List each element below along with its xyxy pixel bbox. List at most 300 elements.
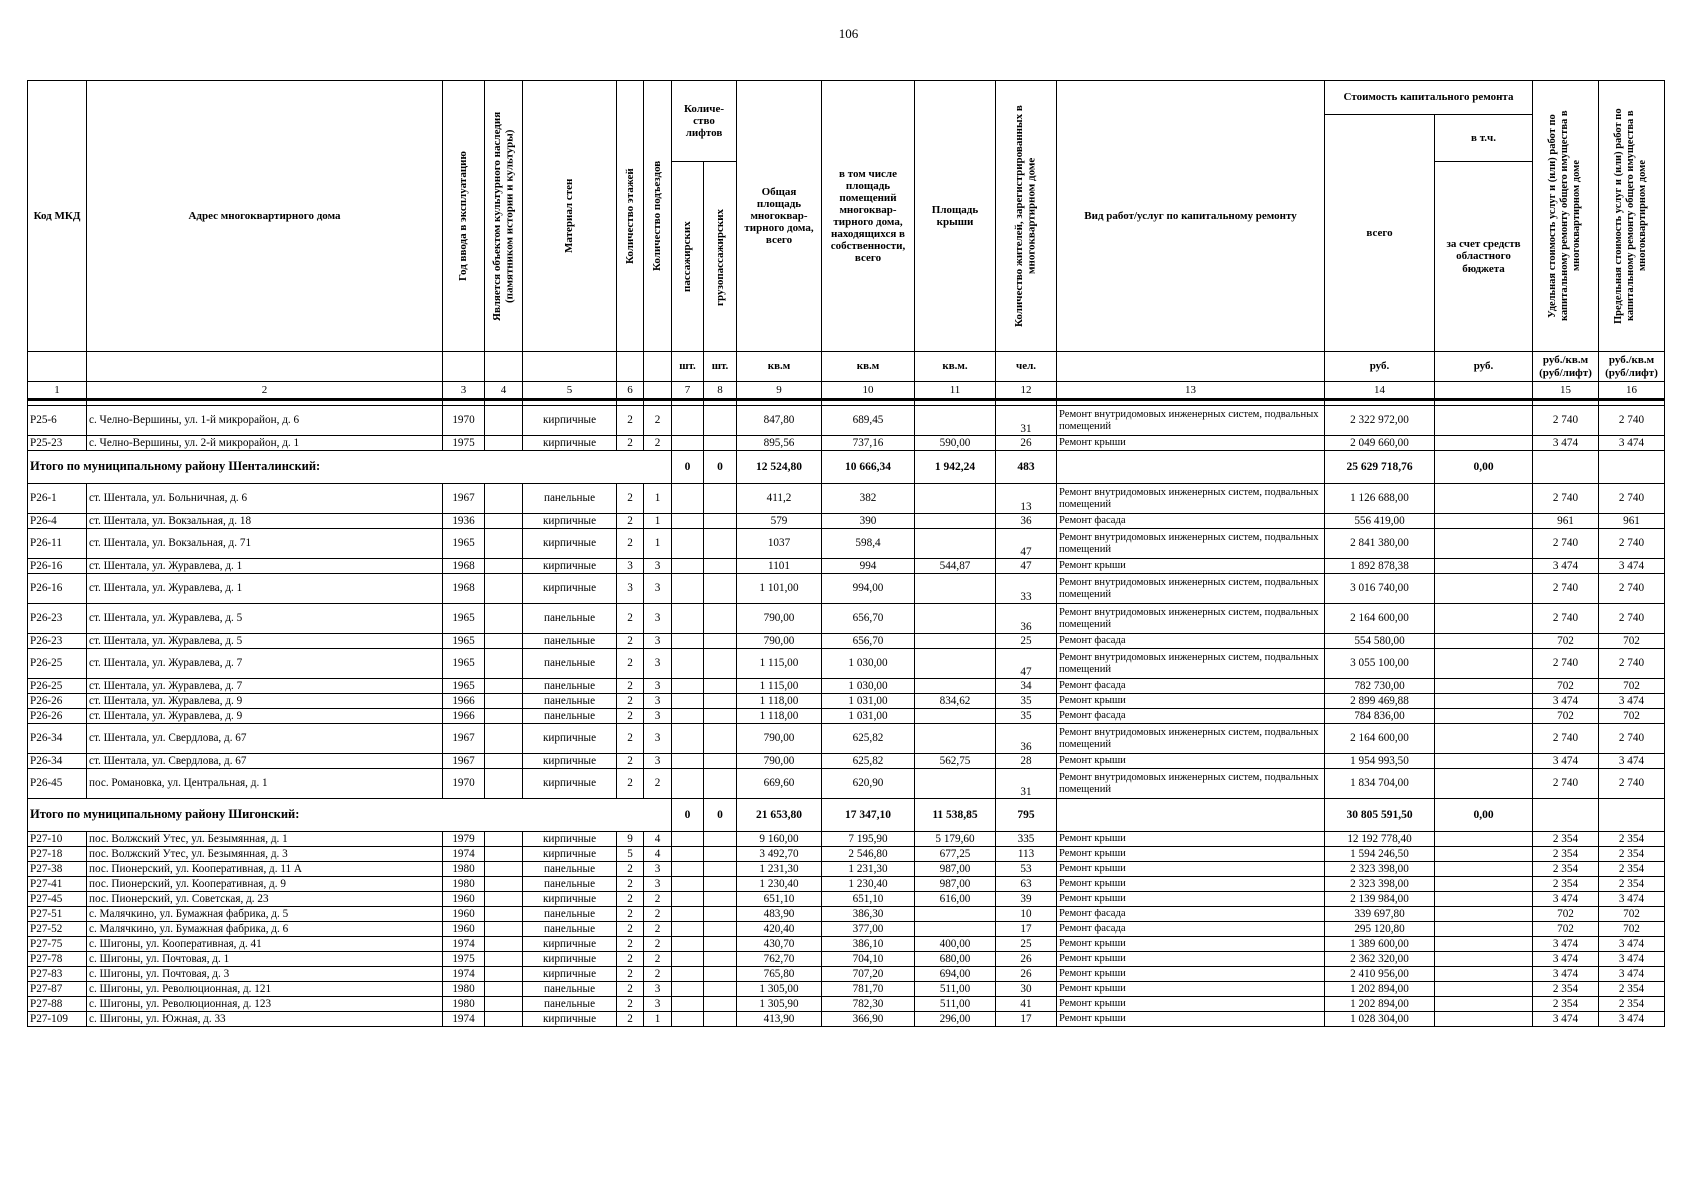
area-total-cell: 765,80 (737, 967, 822, 982)
residents-cell: 13 (996, 484, 1057, 514)
unit-rub: руб. (1435, 352, 1533, 382)
cost-regional-cell (1435, 937, 1533, 952)
total-work-empty (1057, 451, 1325, 484)
lifts-cargo-cell (704, 769, 737, 799)
lifts-cargo-cell (704, 604, 737, 634)
cost-total-cell: 3 016 740,00 (1325, 574, 1435, 604)
roof-area-cell: 400,00 (915, 937, 996, 952)
unit-cost-cell: 961 (1533, 514, 1599, 529)
residents-cell: 41 (996, 997, 1057, 1012)
capital-repair-table (27, 80, 1665, 1027)
unit-cost-cell: 2 740 (1533, 724, 1599, 754)
table-row (28, 922, 1665, 937)
kod-cell: Р26-26 (28, 694, 87, 709)
area-owned-cell: 386,10 (822, 937, 915, 952)
area-total-cell: 3 492,70 (737, 847, 822, 862)
area-total-cell: 1 115,00 (737, 649, 822, 679)
entrances-cell: 3 (644, 754, 672, 769)
floors-cell: 2 (617, 529, 644, 559)
floors-cell: 2 (617, 937, 644, 952)
entrances-cell: 2 (644, 406, 672, 436)
total-limit-empty (1599, 799, 1665, 832)
work-type-cell: Ремонт фасада (1057, 709, 1325, 724)
table-row (28, 997, 1665, 1012)
material-cell: кирпичные (523, 847, 617, 862)
address-cell: с. Шигоны, ул. Революционная, д. 123 (87, 997, 443, 1012)
unit-cost-cell: 702 (1533, 634, 1599, 649)
cost-total-cell: 1 954 993,50 (1325, 754, 1435, 769)
lifts-pass-cell (672, 997, 704, 1012)
cost-regional-cell (1435, 832, 1533, 847)
column-number: 10 (822, 382, 915, 400)
limit-cost-cell: 961 (1599, 514, 1665, 529)
cost-regional-cell (1435, 847, 1533, 862)
total-residents: 795 (996, 799, 1057, 832)
cost-regional-cell (1435, 604, 1533, 634)
entrances-cell: 3 (644, 574, 672, 604)
cost-total-cell: 1 389 600,00 (1325, 937, 1435, 952)
roof-area-cell (915, 484, 996, 514)
lifts-cargo-cell (704, 754, 737, 769)
work-type-cell: Ремонт внутридомовых инженерных систем, подвальных помещений (1057, 649, 1325, 679)
table-row (28, 877, 1665, 892)
work-type-cell: Ремонт крыши (1057, 832, 1325, 847)
roof-area-cell: 680,00 (915, 952, 996, 967)
cost-total-cell: 782 730,00 (1325, 679, 1435, 694)
lifts-pass-cell (672, 709, 704, 724)
heritage-cell (485, 406, 523, 436)
lifts-cargo-cell (704, 952, 737, 967)
material-cell: кирпичные (523, 436, 617, 451)
floors-cell: 2 (617, 634, 644, 649)
kod-cell: Р27-52 (28, 922, 87, 937)
heritage-cell (485, 709, 523, 724)
material-cell: кирпичные (523, 1012, 617, 1027)
material-cell: кирпичные (523, 574, 617, 604)
total-area: 21 653,80 (737, 799, 822, 832)
table-row (28, 1012, 1665, 1027)
cost-total-cell: 2 899 469,88 (1325, 694, 1435, 709)
heritage-cell (485, 694, 523, 709)
work-type-cell: Ремонт крыши (1057, 436, 1325, 451)
heritage-cell (485, 769, 523, 799)
table-row (28, 574, 1665, 604)
roof-area-cell: 296,00 (915, 1012, 996, 1027)
unit-cost-cell: 2 740 (1533, 604, 1599, 634)
residents-cell: 35 (996, 694, 1057, 709)
header-kod: Код МКД (28, 81, 87, 352)
residents-cell: 47 (996, 559, 1057, 574)
entrances-cell: 2 (644, 436, 672, 451)
entrances-cell: 3 (644, 679, 672, 694)
lifts-cargo-cell (704, 724, 737, 754)
floors-cell: 2 (617, 952, 644, 967)
table-row (28, 892, 1665, 907)
address-cell: пос. Волжский Утес, ул. Безымянная, д. 1 (87, 832, 443, 847)
year-cell: 1979 (443, 832, 485, 847)
kod-cell: Р26-45 (28, 769, 87, 799)
lifts-cargo-cell (704, 514, 737, 529)
cost-total-cell: 2 139 984,00 (1325, 892, 1435, 907)
floors-cell: 2 (617, 436, 644, 451)
roof-area-cell (915, 649, 996, 679)
lifts-pass-cell (672, 724, 704, 754)
column-number: 6 (617, 382, 644, 400)
kod-cell: Р27-87 (28, 982, 87, 997)
heritage-cell (485, 574, 523, 604)
residents-cell: 26 (996, 436, 1057, 451)
limit-cost-cell: 702 (1599, 634, 1665, 649)
unit-sqm: кв.м (737, 352, 822, 382)
area-total-cell: 790,00 (737, 724, 822, 754)
cost-total-cell: 556 419,00 (1325, 514, 1435, 529)
floors-cell: 2 (617, 709, 644, 724)
kod-cell: Р26-25 (28, 679, 87, 694)
cost-total-cell: 554 580,00 (1325, 634, 1435, 649)
work-type-cell: Ремонт крыши (1057, 892, 1325, 907)
header-residents: Количество жителей, зарегистрированных в многоквартирном доме (996, 81, 1057, 352)
heritage-cell (485, 529, 523, 559)
address-cell: с. Челно-Вершины, ул. 2-й микрорайон, д. 1 (87, 436, 443, 451)
header-area-owned: в том числе площадь помещений многоквар-тирного дома, находящихся в собственности, всего (822, 81, 915, 352)
residents-cell: 39 (996, 892, 1057, 907)
lifts-cargo-cell (704, 862, 737, 877)
kod-cell: Р25-6 (28, 406, 87, 436)
year-cell: 1974 (443, 937, 485, 952)
unit-cost-cell: 702 (1533, 907, 1599, 922)
year-cell: 1968 (443, 574, 485, 604)
lifts-cargo-cell (704, 907, 737, 922)
area-total-cell: 1 305,90 (737, 997, 822, 1012)
area-owned-cell: 625,82 (822, 724, 915, 754)
column-number: 4 (485, 382, 523, 400)
area-owned-cell: 382 (822, 484, 915, 514)
column-number: 9 (737, 382, 822, 400)
cost-total-cell: 1 202 894,00 (1325, 982, 1435, 997)
table-row (28, 529, 1665, 559)
cost-total-cell: 1 202 894,00 (1325, 997, 1435, 1012)
unit-people: чел. (996, 352, 1057, 382)
area-owned-cell: 377,00 (822, 922, 915, 937)
entrances-cell: 2 (644, 967, 672, 982)
year-cell: 1980 (443, 997, 485, 1012)
area-owned-cell: 7 195,90 (822, 832, 915, 847)
floors-cell: 9 (617, 832, 644, 847)
cost-total-cell: 3 055 100,00 (1325, 649, 1435, 679)
unit-cost-cell: 2 740 (1533, 406, 1599, 436)
lifts-cargo-cell (704, 982, 737, 997)
residents-cell: 36 (996, 604, 1057, 634)
material-cell: кирпичные (523, 952, 617, 967)
lifts-cargo-cell (704, 709, 737, 724)
address-cell: с. Шигоны, ул. Почтовая, д. 1 (87, 952, 443, 967)
table-row (28, 604, 1665, 634)
address-cell: ст. Шентала, ул. Свердлова, д. 67 (87, 754, 443, 769)
area-total-cell: 895,56 (737, 436, 822, 451)
floors-cell: 5 (617, 847, 644, 862)
lifts-pass-cell (672, 754, 704, 769)
year-cell: 1967 (443, 754, 485, 769)
area-owned-cell: 1 031,00 (822, 709, 915, 724)
address-cell: с. Челно-Вершины, ул. 1-й микрорайон, д. 6 (87, 406, 443, 436)
lifts-pass-cell (672, 832, 704, 847)
kod-cell: Р27-78 (28, 952, 87, 967)
header-work: Вид работ/услуг по капитальному ремонту (1057, 81, 1325, 352)
residents-cell: 31 (996, 769, 1057, 799)
entrances-cell: 2 (644, 769, 672, 799)
floors-cell: 2 (617, 514, 644, 529)
table-row (28, 649, 1665, 679)
roof-area-cell (915, 529, 996, 559)
address-cell: ст. Шентала, ул. Журавлева, д. 7 (87, 679, 443, 694)
roof-area-cell (915, 922, 996, 937)
roof-area-cell: 511,00 (915, 997, 996, 1012)
table-row (28, 709, 1665, 724)
roof-area-cell: 677,25 (915, 847, 996, 862)
area-total-cell: 483,90 (737, 907, 822, 922)
heritage-cell (485, 952, 523, 967)
material-cell: панельные (523, 997, 617, 1012)
entrances-cell: 1 (644, 1012, 672, 1027)
work-type-cell: Ремонт внутридомовых инженерных систем, подвальных помещений (1057, 406, 1325, 436)
lifts-pass-cell (672, 559, 704, 574)
lifts-pass-cell (672, 922, 704, 937)
address-cell: с. Малячкино, ул. Бумажная фабрика, д. 5 (87, 907, 443, 922)
residents-cell: 31 (996, 406, 1057, 436)
column-number: 2 (87, 382, 443, 400)
unit-cost-cell: 3 474 (1533, 937, 1599, 952)
work-type-cell: Ремонт фасада (1057, 679, 1325, 694)
address-cell: ст. Шентала, ул. Журавлева, д. 7 (87, 649, 443, 679)
year-cell: 1968 (443, 559, 485, 574)
total-roof: 1 942,24 (915, 451, 996, 484)
district-total-row (28, 799, 1665, 832)
limit-cost-cell: 2 354 (1599, 847, 1665, 862)
year-cell: 1966 (443, 694, 485, 709)
material-cell: панельные (523, 679, 617, 694)
floors-cell: 2 (617, 997, 644, 1012)
material-cell: панельные (523, 922, 617, 937)
total-lifts-cargo: 0 (704, 799, 737, 832)
cost-total-cell: 1 126 688,00 (1325, 484, 1435, 514)
area-total-cell: 1 118,00 (737, 694, 822, 709)
floors-cell: 2 (617, 694, 644, 709)
address-cell: пос. Пионерский, ул. Кооперативная, д. 11 А (87, 862, 443, 877)
cost-total-cell: 784 836,00 (1325, 709, 1435, 724)
floors-cell: 3 (617, 559, 644, 574)
heritage-cell (485, 937, 523, 952)
limit-cost-cell: 2 354 (1599, 997, 1665, 1012)
lifts-cargo-cell (704, 832, 737, 847)
heritage-cell (485, 604, 523, 634)
work-type-cell: Ремонт крыши (1057, 877, 1325, 892)
unit-cost-cell: 3 474 (1533, 1012, 1599, 1027)
limit-cost-cell: 2 740 (1599, 484, 1665, 514)
heritage-cell (485, 862, 523, 877)
area-total-cell: 9 160,00 (737, 832, 822, 847)
lifts-cargo-cell (704, 574, 737, 604)
heritage-cell (485, 559, 523, 574)
address-cell: с. Малячкино, ул. Бумажная фабрика, д. 6 (87, 922, 443, 937)
limit-cost-cell: 3 474 (1599, 694, 1665, 709)
lifts-cargo-cell (704, 997, 737, 1012)
year-cell: 1965 (443, 604, 485, 634)
lifts-cargo-cell (704, 877, 737, 892)
year-cell: 1975 (443, 952, 485, 967)
area-owned-cell: 656,70 (822, 634, 915, 649)
unit-cost-cell: 2 740 (1533, 484, 1599, 514)
floors-cell: 2 (617, 982, 644, 997)
material-cell: панельные (523, 709, 617, 724)
area-total-cell: 1 305,00 (737, 982, 822, 997)
cost-total-cell: 2 322 972,00 (1325, 406, 1435, 436)
limit-cost-cell: 702 (1599, 709, 1665, 724)
heritage-cell (485, 436, 523, 451)
header-floors: Количество этажей (617, 81, 644, 352)
kod-cell: Р27-45 (28, 892, 87, 907)
unit-empty (485, 352, 523, 382)
lifts-cargo-cell (704, 937, 737, 952)
lifts-pass-cell (672, 907, 704, 922)
heritage-cell (485, 754, 523, 769)
column-number: 15 (1533, 382, 1599, 400)
lifts-pass-cell (672, 769, 704, 799)
lifts-cargo-cell (704, 484, 737, 514)
year-cell: 1970 (443, 769, 485, 799)
area-owned-cell: 707,20 (822, 967, 915, 982)
residents-cell: 30 (996, 982, 1057, 997)
floors-cell: 2 (617, 967, 644, 982)
work-type-cell: Ремонт внутридомовых инженерных систем, подвальных помещений (1057, 604, 1325, 634)
lifts-cargo-cell (704, 679, 737, 694)
year-cell: 1967 (443, 724, 485, 754)
table-row (28, 862, 1665, 877)
heritage-cell (485, 997, 523, 1012)
year-cell: 1980 (443, 877, 485, 892)
table-row (28, 484, 1665, 514)
material-cell: кирпичные (523, 514, 617, 529)
year-cell: 1960 (443, 922, 485, 937)
kod-cell: Р26-1 (28, 484, 87, 514)
work-type-cell: Ремонт крыши (1057, 997, 1325, 1012)
cost-regional-cell (1435, 907, 1533, 922)
cost-regional-cell (1435, 679, 1533, 694)
lifts-pass-cell (672, 937, 704, 952)
area-owned-cell: 994,00 (822, 574, 915, 604)
material-cell: кирпичные (523, 754, 617, 769)
unit-cost-cell: 3 474 (1533, 436, 1599, 451)
entrances-cell: 3 (644, 724, 672, 754)
limit-cost-cell: 3 474 (1599, 754, 1665, 769)
column-numbers-row (28, 382, 1665, 400)
area-owned-cell: 737,16 (822, 436, 915, 451)
column-number: 3 (443, 382, 485, 400)
lifts-pass-cell (672, 484, 704, 514)
entrances-cell: 3 (644, 877, 672, 892)
work-type-cell: Ремонт крыши (1057, 1012, 1325, 1027)
area-owned-cell: 598,4 (822, 529, 915, 559)
work-type-cell: Ремонт фасада (1057, 514, 1325, 529)
cost-total-cell: 2 164 600,00 (1325, 724, 1435, 754)
area-owned-cell: 704,10 (822, 952, 915, 967)
lifts-pass-cell (672, 436, 704, 451)
area-total-cell: 790,00 (737, 604, 822, 634)
lifts-pass-cell (672, 952, 704, 967)
material-cell: кирпичные (523, 967, 617, 982)
total-limit-empty (1599, 451, 1665, 484)
area-total-cell: 420,40 (737, 922, 822, 937)
table-row (28, 952, 1665, 967)
area-owned-cell: 1 230,40 (822, 877, 915, 892)
area-total-cell: 1 230,40 (737, 877, 822, 892)
unit-cost-cell: 2 740 (1533, 649, 1599, 679)
unit-empty (28, 352, 87, 382)
year-cell: 1974 (443, 847, 485, 862)
total-owned: 10 666,34 (822, 451, 915, 484)
floors-cell: 2 (617, 922, 644, 937)
lifts-pass-cell (672, 604, 704, 634)
kod-cell: Р27-88 (28, 997, 87, 1012)
table-row (28, 847, 1665, 862)
residents-cell: 17 (996, 922, 1057, 937)
lifts-cargo-cell (704, 406, 737, 436)
unit-sqm: кв.м. (915, 352, 996, 382)
roof-area-cell (915, 679, 996, 694)
material-cell: кирпичные (523, 406, 617, 436)
limit-cost-cell: 3 474 (1599, 559, 1665, 574)
residents-cell: 26 (996, 967, 1057, 982)
lifts-pass-cell (672, 649, 704, 679)
material-cell: панельные (523, 484, 617, 514)
roof-area-cell (915, 634, 996, 649)
limit-cost-cell: 2 354 (1599, 832, 1665, 847)
area-owned-cell: 625,82 (822, 754, 915, 769)
unit-cost-cell: 2 740 (1533, 574, 1599, 604)
unit-cost-cell: 702 (1533, 679, 1599, 694)
material-cell: панельные (523, 604, 617, 634)
roof-area-cell (915, 514, 996, 529)
entrances-cell: 2 (644, 907, 672, 922)
material-cell: панельные (523, 862, 617, 877)
residents-cell: 25 (996, 937, 1057, 952)
work-type-cell: Ремонт крыши (1057, 982, 1325, 997)
entrances-cell: 3 (644, 982, 672, 997)
floors-cell: 2 (617, 754, 644, 769)
roof-area-cell (915, 604, 996, 634)
material-cell: кирпичные (523, 529, 617, 559)
residents-cell: 36 (996, 724, 1057, 754)
column-number: 5 (523, 382, 617, 400)
lifts-pass-cell (672, 967, 704, 982)
page-number: 106 (838, 26, 859, 41)
cost-total-cell: 295 120,80 (1325, 922, 1435, 937)
kod-cell: Р27-51 (28, 907, 87, 922)
work-type-cell: Ремонт крыши (1057, 694, 1325, 709)
heritage-cell (485, 484, 523, 514)
area-owned-cell: 1 030,00 (822, 649, 915, 679)
entrances-cell: 3 (644, 997, 672, 1012)
total-cost: 25 629 718,76 (1325, 451, 1435, 484)
unit-cost-cell: 2 354 (1533, 997, 1599, 1012)
limit-cost-cell: 2 740 (1599, 406, 1665, 436)
column-number: 8 (704, 382, 737, 400)
roof-area-cell: 987,00 (915, 862, 996, 877)
district-total-label: Итого по муниципальному району Шигонский: (28, 799, 672, 832)
area-total-cell: 579 (737, 514, 822, 529)
entrances-cell: 3 (644, 709, 672, 724)
table-row (28, 559, 1665, 574)
table-row (28, 724, 1665, 754)
